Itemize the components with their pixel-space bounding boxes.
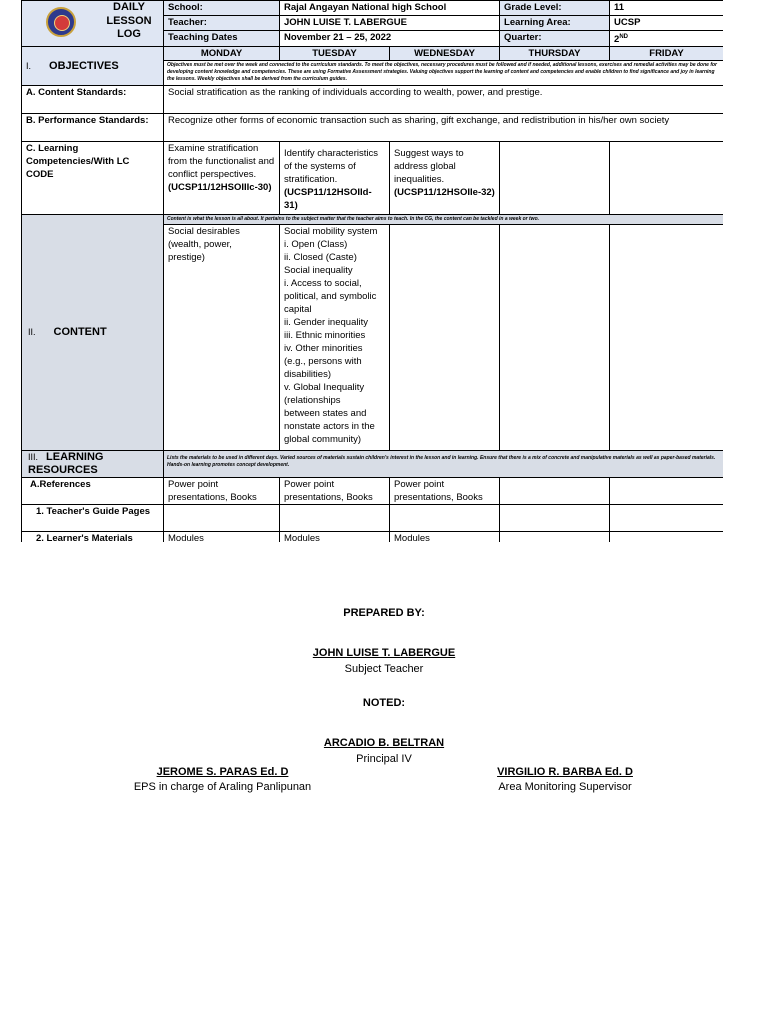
prepared-title: Subject Teacher [344, 663, 424, 675]
day-wednesday: WEDNESDAY [390, 47, 500, 61]
lc-code: (UCSP11/12HSOIIIc-30) [168, 182, 272, 194]
teachers-guide-tuesday [280, 505, 390, 532]
competency-text: Identify characteristics of the systems of stratification. [284, 148, 378, 186]
resources-note: Lists the materials to be used in different days. Varied sources of materials sustain children's interest in the lesson and in learning. Ensure that there is a mix of concrete and manipulative materials as well as paper-based materials. Hands-on learning promotes concept development. [164, 451, 724, 478]
content-line: (relationships [284, 395, 341, 407]
teachers-guide-friday [610, 505, 723, 532]
lc-code: (UCSP11/12HSOIId-31) [284, 187, 372, 212]
references-monday: Power point presentations, Books [164, 478, 280, 505]
prepared-block [234, 607, 534, 619]
header-logo-cell [22, 1, 164, 47]
area-label: Learning Area: [500, 16, 610, 31]
eps-name: JEROME S. PARAS Ed. D [156, 766, 289, 778]
teachers-guide-label: 1. Teacher's Guide Pages [22, 505, 164, 532]
teacher-label: Teacher: [164, 16, 280, 31]
dates-label: Teaching Dates [164, 31, 280, 47]
day-thursday: THURSDAY [500, 47, 610, 61]
principal-title: Principal IV [356, 753, 412, 765]
content-line: (e.g., persons with [284, 356, 362, 368]
content-friday [610, 225, 723, 451]
references-label: A.References [22, 478, 164, 505]
content-line: prestige) [168, 252, 205, 264]
grade-label: Grade Level: [500, 1, 610, 16]
content-heading [22, 215, 164, 451]
daily-lesson-log [21, 0, 723, 542]
quarter-suffix: ND [619, 34, 628, 40]
learners-materials-tuesday: Modules [280, 532, 390, 542]
content-monday [164, 225, 280, 451]
noted-label: NOTED: [362, 697, 406, 709]
eps-signatory [100, 765, 345, 795]
dll-title-line: DAILY [113, 1, 145, 13]
section-number: II. [28, 327, 36, 338]
section-title: LEARNING RESOURCES [28, 451, 104, 477]
competency-friday [610, 142, 723, 215]
objectives-heading [22, 47, 164, 86]
competency-monday [164, 142, 280, 215]
resources-heading [22, 451, 164, 478]
content-tuesday [280, 225, 390, 451]
principal-name: ARCADIO B. BELTRAN [323, 737, 445, 749]
grade-value: 11 [610, 1, 723, 16]
school-label: School: [164, 1, 280, 16]
content-note: Content is what the lesson is all about. It pertains to the subject matter that the teacher aims to teach. In the CG, the content can be tackled in a week or two. [164, 215, 724, 225]
content-line: Social desirables [168, 226, 240, 238]
school-value: Rajal Angayan National high School [280, 1, 500, 16]
content-line: between states and [284, 408, 367, 420]
deped-seal-icon [46, 7, 76, 37]
prepared-label: PREPARED BY: [343, 607, 425, 619]
area-value: UCSP [610, 16, 723, 31]
quarter-value [610, 31, 723, 47]
section-title: OBJECTIVES [49, 59, 119, 72]
competencies-label: C. Learning Competencies/With LC CODE [22, 142, 164, 215]
prepared-signatory [234, 645, 534, 677]
dll-title [94, 1, 164, 42]
ams-signatory [455, 765, 675, 795]
content-line: i. Open (Class) [284, 239, 348, 251]
learners-materials-monday: Modules [164, 532, 280, 542]
teachers-guide-monday [164, 505, 280, 532]
content-line: ii. Closed (Caste) [284, 252, 357, 264]
learners-materials-label: 2. Learner's Materials [22, 532, 164, 542]
content-line: disabilities) [284, 369, 331, 381]
references-friday [610, 478, 723, 505]
day-monday: MONDAY [164, 47, 280, 61]
content-line: Social mobility system [284, 226, 378, 238]
content-line: capital [284, 304, 312, 316]
eps-title: EPS in charge of Araling Panlipunan [133, 781, 312, 793]
prepared-name: JOHN LUISE T. LABERGUE [312, 647, 456, 659]
content-wednesday [390, 225, 500, 451]
dll-title-line: LOG [117, 28, 141, 40]
content-line: nonstate actors in the [284, 421, 375, 433]
content-line: political, and symbolic [284, 291, 377, 303]
ams-name: VIRGILIO R. BARBA Ed. D [497, 766, 633, 778]
content-standards-label: A. Content Standards: [22, 86, 164, 114]
dates-value: November 21 – 25, 2022 [280, 31, 500, 47]
references-thursday [500, 478, 610, 505]
section-number: I. [26, 60, 32, 71]
content-line: Social inequality [284, 265, 353, 277]
principal-signatory [234, 735, 534, 767]
content-thursday [500, 225, 610, 451]
section-title: CONTENT [53, 326, 107, 339]
competency-tuesday [280, 142, 390, 215]
quarter-number: 2 [614, 34, 620, 46]
references-tuesday: Power point presentations, Books [280, 478, 390, 505]
lc-code: (UCSP11/12HSOIIe-32) [394, 187, 495, 199]
competency-wednesday [390, 142, 500, 215]
content-line: (wealth, power, [168, 239, 232, 251]
content-line: iv. Other minorities [284, 343, 363, 355]
teachers-guide-thursday [500, 505, 610, 532]
learners-materials-wednesday: Modules [390, 532, 500, 542]
content-line: i. Access to social, [284, 278, 362, 290]
content-line: global community) [284, 434, 362, 446]
performance-standards-text: Recognize other forms of economic transaction such as sharing, gift exchange, and redistribution in his/her own society [164, 114, 724, 142]
teacher-value: JOHN LUISE T. LABERGUE [280, 16, 500, 31]
dll-title-line: LESSON [106, 14, 152, 27]
performance-standards-label: B. Performance Standards: [22, 114, 164, 142]
quarter-label: Quarter: [500, 31, 610, 47]
learners-materials-thursday [500, 532, 610, 542]
content-line: v. Global Inequality [284, 382, 365, 394]
learners-materials-friday [610, 532, 723, 542]
objectives-note: Objectives must be met over the week and connected to the curriculum standards. To meet the objectives, necessary procedures must be followed and if needed, additional lessons, exercises and remedial activities may be done for developing content knowledge and competencies. These are using Formative Assessment strategies. Valuing objectives support the learning of content and competencies and enable children to find significance and joy in learning the lessons. Weekly objectives shall be derived from the curriculum guides. [164, 61, 724, 86]
content-standards-text: Social stratification as the ranking of individuals according to wealth, power, and prestige. [164, 86, 724, 114]
competency-text: Suggest ways to address global inequalities. [394, 148, 464, 186]
day-friday: FRIDAY [610, 47, 723, 61]
noted-block [234, 697, 534, 709]
references-wednesday: Power point presentations, Books [390, 478, 500, 505]
dll-table [21, 0, 723, 542]
content-line: iii. Ethnic minorities [284, 330, 366, 342]
day-tuesday: TUESDAY [280, 47, 390, 61]
teachers-guide-wednesday [390, 505, 500, 532]
content-line: ii. Gender inequality [284, 317, 368, 329]
competency-thursday [500, 142, 610, 215]
section-number: III. [28, 452, 39, 463]
competency-text: Examine stratification from the functionalist and conflict perspectives. [168, 143, 275, 181]
ams-title: Area Monitoring Supervisor [498, 781, 632, 793]
